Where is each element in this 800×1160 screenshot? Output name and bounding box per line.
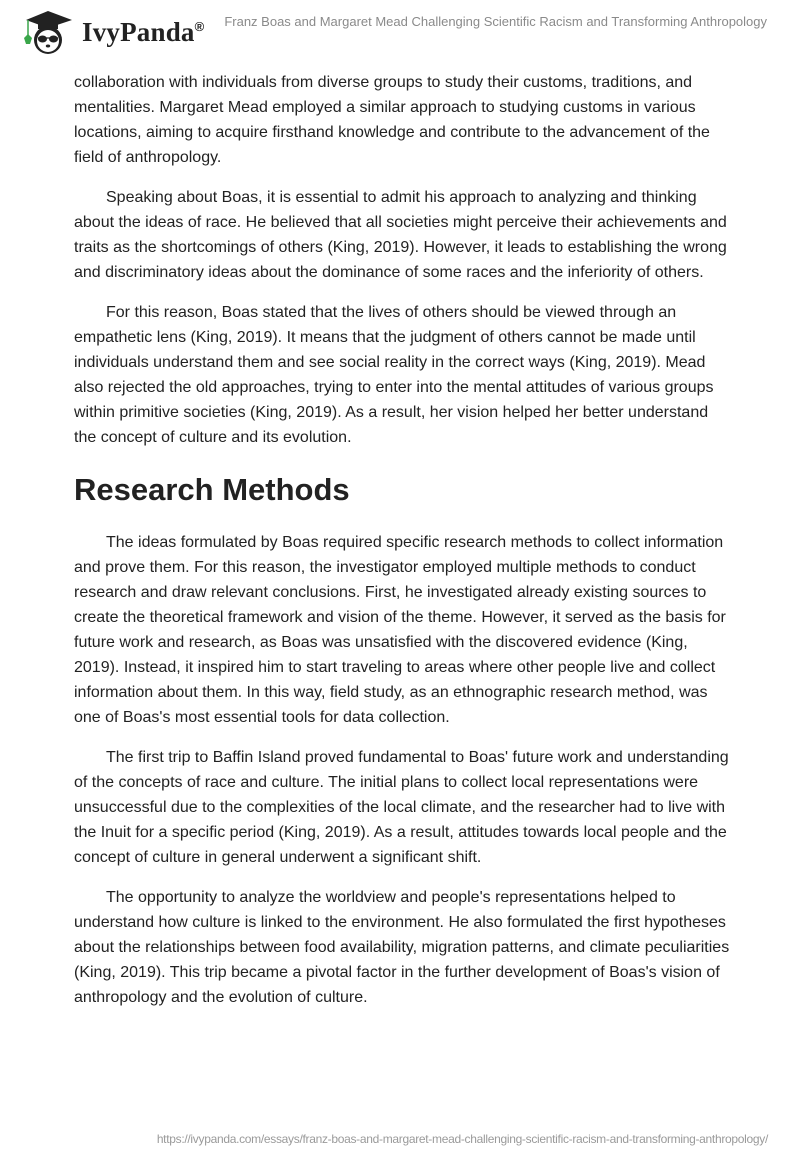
paragraph-continued: collaboration with individuals from diverse groups to study their customs, traditions, and mentalities. Margaret Mead employed a similar approach to studying customs in various locations, aiming to acquire firsthand knowledge and contribute to the advancement of the field of anthropology. (74, 74, 710, 166)
source-url[interactable]: https://ivypanda.com/essays/franz-boas-and-margaret-mead-challenging-scientific-racism-and-transforming-anthropology/ (156, 1132, 768, 1146)
page-header (0, 0, 800, 60)
paragraph: The opportunity to analyze the worldview and people's representations helped to understand how culture is linked to the environment. He also formulated the first hypotheses about the relationships between food availability, migration patterns, and climate peculiarities (King, 2019). This trip became a pivotal factor in the further development of Boas's vision of anthropology and the evolution of culture. (74, 889, 730, 1006)
paragraph: The ideas formulated by Boas required specific research methods to collect information and prove them. For this reason, the investigator employed multiple methods to conduct research and draw relevant conclusions. First, he investigated already existing sources to create the theoretical framework and vision of the theme. However, it served as the basis for future work and research, as Boas was unsatisfied with the discovered evidence (King, 2019). Instead, it inspired him to start traveling to areas where other people live and collect information about them. In this way, field study, as an ethnographic research method, was one of Boas's most essential tools for data collection. (74, 534, 726, 726)
logo-text: IvyPanda® (82, 16, 205, 47)
ivypanda-logo[interactable] (18, 8, 204, 56)
essay-content (74, 70, 734, 1025)
paragraph: Speaking about Boas, it is essential to admit his approach to analyzing and thinking about the ideas of race. He believed that all societies might perceive their achievements and traits as the shortcomings of others (King, 2019). However, it leads to establishing the wrong and discriminatory ideas about the dominance of some races and the inferiority of others. (74, 189, 727, 281)
paragraph: For this reason, Boas stated that the lives of others should be viewed through an empathetic lens (King, 2019). It means that the judgment of others cannot be made until individuals understand them and see social reality in the correct ways (King, 2019). Mead also rejected the old approaches, trying to enter into the mental attitudes of various groups within primitive societies (King, 2019). As a result, her vision helped her better understand the concept of culture and its evolution. (74, 304, 714, 446)
document-title: Franz Boas and Margaret Mead Challenging Scientific Racism and Transforming Anthropology (224, 14, 767, 29)
section-heading: Research Methods (74, 472, 350, 507)
panda-graduate-icon (18, 8, 78, 56)
paragraph: The first trip to Baffin Island proved fundamental to Boas' future work and understanding of the concepts of race and culture. The initial plans to collect local representations were unsuccessful due to the complexities of the local climate, and the researcher had to live with the Inuit for a specific period (King, 2019). As a result, attitudes towards local people and the concept of culture in general underwent a significant shift. (74, 749, 729, 866)
